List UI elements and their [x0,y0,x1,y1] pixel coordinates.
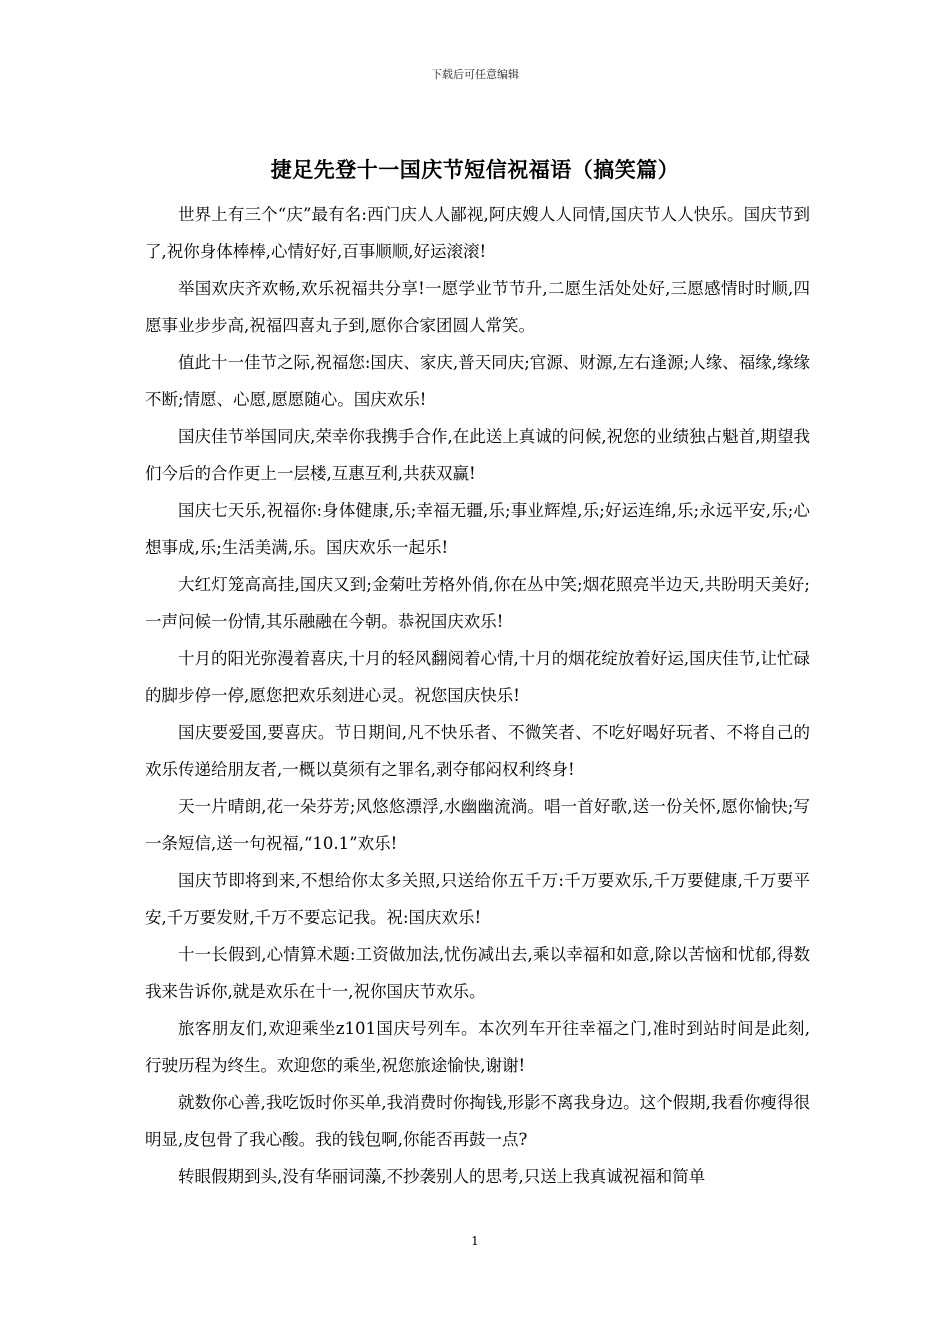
paragraph: 举国欢庆齐欢畅,欢乐祝福共分享!一愿学业节节升,二愿生活处处好,三愿感情时时顺,四愿事业步步高,祝福四喜丸子到,愿你合家团圆人常笑。 [145,279,810,335]
paragraph: 国庆佳节举国同庆,荣幸你我携手合作,在此送上真诚的问候,祝您的业绩独占魁首,期望我们今后的合作更上一层楼,互惠互利,共获双赢! [145,427,810,483]
paragraph: 十一长假到,心情算术题:工资做加法,忧伤减出去,乘以幸福和如意,除以苦恼和忧郁,得数我来告诉你,就是欢乐在十一,祝你国庆节欢乐。 [145,945,810,1001]
paragraph: 值此十一佳节之际,祝福您:国庆、家庆,普天同庆;官源、财源,左右逢源;人缘、福缘,缘缘不断;情愿、心愿,愿愿随心。国庆欢乐! [145,353,810,409]
paragraph: 国庆要爱国,要喜庆。节日期间,凡不快乐者、不微笑者、不吃好喝好玩者、不将自己的欢乐传递给朋友者,一概以莫须有之罪名,剥夺郁闷权利终身! [145,723,810,779]
paragraph: 世界上有三个“庆”最有名:西门庆人人鄙视,阿庆嫂人人同情,国庆节人人快乐。国庆节到了,祝你身体棒棒,心情好好,百事顺顺,好运滚滚! [145,205,810,261]
paragraph: 国庆节即将到来,不想给你太多关照,只送给你五千万:千万要欢乐,千万要健康,千万要平安,千万要发财,千万不要忘记我。祝:国庆欢乐! [145,871,810,927]
paragraph: 大红灯笼高高挂,国庆又到;金菊吐芳格外俏,你在丛中笑;烟花照亮半边天,共盼明天美好;一声问候一份情,其乐融融在今朝。恭祝国庆欢乐! [145,575,810,631]
paragraph: 天一片晴朗,花一朵芬芳;风悠悠漂浮,水幽幽流淌。唱一首好歌,送一份关怀,愿你愉快;写一条短信,送一句祝福,“10.1”欢乐! [145,797,810,853]
paragraph: 十月的阳光弥漫着喜庆,十月的轻风翻阅着心情,十月的烟花绽放着好运,国庆佳节,让忙碌的脚步停一停,愿您把欢乐刻进心灵。祝您国庆快乐! [145,649,810,705]
paragraph: 旅客朋友们,欢迎乘坐z101国庆号列车。本次列车开往幸福之门,准时到站时间是此刻,行驶历程为终生。欢迎您的乘坐,祝您旅途愉快,谢谢! [145,1019,810,1075]
paragraph: 就数你心善,我吃饭时你买单,我消费时你掏钱,形影不离我身边。这个假期,我看你瘦得很明显,皮包骨了我心酸。我的钱包啊,你能否再鼓一点? [145,1093,810,1149]
page-number: 1 [471,1234,479,1248]
paragraph: 转眼假期到头,没有华丽词藻,不抄袭别人的思考,只送上我真诚祝福和简单 [178,1167,706,1186]
paragraph: 国庆七天乐,祝福你:身体健康,乐;幸福无疆,乐;事业辉煌,乐;好运连绵,乐;永远平安,乐;心想事成,乐;生活美满,乐。国庆欢乐一起乐! [145,501,810,557]
document-title: 捷足先登十一国庆节短信祝福语（搞笑篇） [270,157,680,182]
document-body [145,196,810,1195]
header-note: 下载后可任意编辑 [431,68,519,81]
